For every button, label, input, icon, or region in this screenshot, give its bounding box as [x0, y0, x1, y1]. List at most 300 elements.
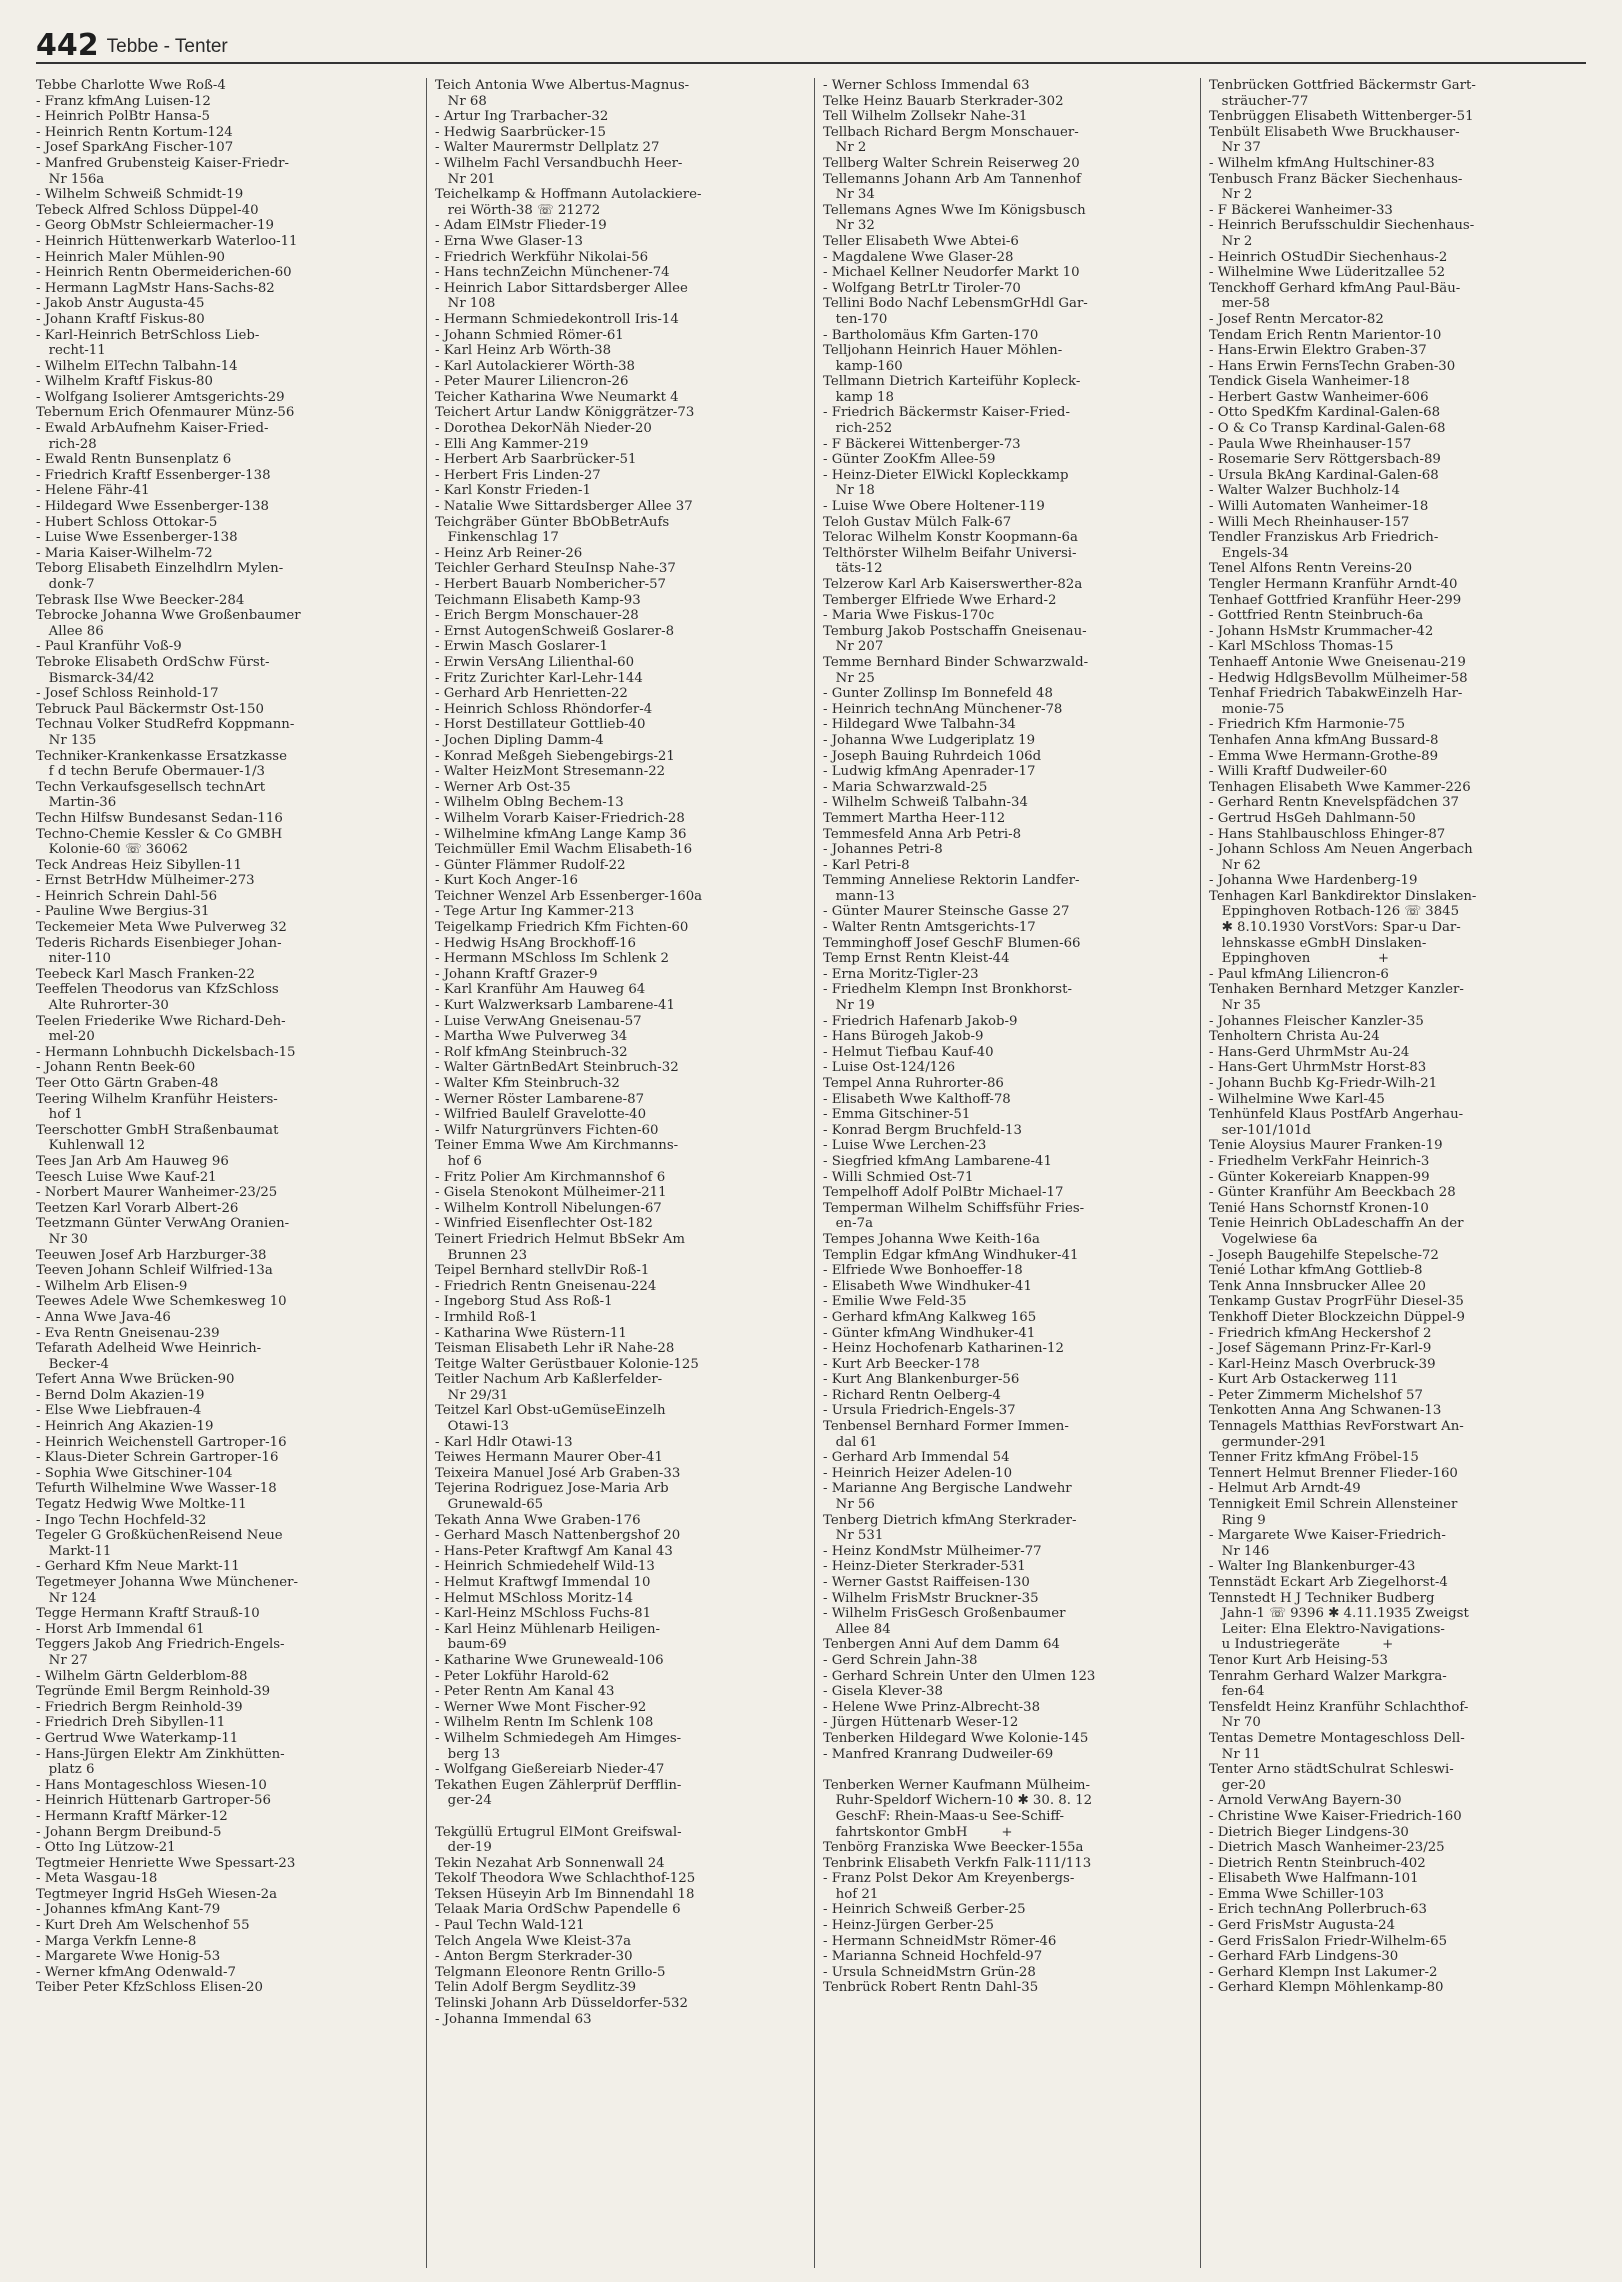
directory-entry: - Hermann Lohnbuchh Dickelsbach-15 [36, 1044, 296, 1060]
directory-entry: - Johanna Immendal 63 [435, 2011, 592, 2027]
directory-entry: - Kurt Dreh Am Welschenhof 55 [36, 1918, 250, 1934]
directory-entry: - Emma Gitschiner-51 [823, 1107, 971, 1123]
directory-entry: Teebeck Karl Masch Franken-22 [36, 966, 255, 982]
directory-entry: - Katharina Wwe Rüstern-11 [435, 1325, 627, 1341]
directory-entry: Nr 201 [435, 171, 496, 187]
directory-entry: - Maria Wwe Fiskus-170c [823, 608, 995, 624]
directory-entry: Bismarck-34/42 [36, 670, 155, 686]
directory-entry: - Willi Mech Rheinhauser-157 [1209, 514, 1410, 530]
directory-entry: Teichmüller Emil Wachm Elisabeth-16 [435, 842, 693, 858]
directory-entry: Temme Bernhard Binder Schwarzwald- [823, 654, 1089, 670]
directory-entry: - Günter Kokereiarb Knappen-99 [1209, 1169, 1430, 1185]
directory-entry: - Gerd FrisMstr Augusta-24 [1209, 1918, 1396, 1934]
directory-entry: hof 21 [823, 1886, 879, 1902]
directory-entry: - Gerhard Klempn Inst Lakumer-2 [1209, 1964, 1438, 1980]
directory-entry: Tellberg Walter Schrein Reiserweg 20 [823, 155, 1080, 171]
directory-entry: - Heinrich Schweiß Gerber-25 [823, 1902, 1026, 1918]
directory-entry: - Luise Wwe Lerchen-23 [823, 1138, 987, 1154]
directory-entry: - Peter Lokführ Harold-62 [435, 1668, 610, 1684]
directory-entry: Tenhünfeld Klaus PostfArb Angerhau- [1209, 1107, 1464, 1123]
directory-entry: Alte Ruhrorter-30 [36, 998, 169, 1014]
directory-entry: - Friedhelm VerkFahr Heinrich-3 [1209, 1153, 1430, 1169]
directory-entry: - Ingo Techn Hochfeld-32 [36, 1512, 207, 1528]
directory-entry: - Gunter Zollinsp Im Bonnefeld 48 [823, 686, 1053, 702]
directory-entry: - Walter GärtnBedArt Steinbruch-32 [435, 1060, 679, 1076]
directory-entry: Vogelwiese 6a [1209, 1231, 1318, 1247]
directory-entry: - Hedwig HsAng Brockhoff-16 [435, 935, 636, 951]
directory-entry: - Wilhelm FrisGesch Großenbaumer [823, 1606, 1066, 1622]
directory-entry: - Friedrich Dreh Sibyllen-11 [36, 1715, 226, 1731]
directory-entry: - Herbert Arb Saarbrücker-51 [435, 452, 637, 468]
directory-entry: - Dorothea DekorNäh Nieder-20 [435, 421, 652, 437]
directory-columns [36, 78, 1586, 2268]
directory-entry: - Pauline Wwe Bergius-31 [36, 904, 210, 920]
directory-entry: Technau Volker StudRefrd Koppmann- [36, 717, 295, 733]
directory-entry: - Johann HsMstr Krummacher-42 [1209, 623, 1434, 639]
directory-entry: - Heinrich Heizer Adelen-10 [823, 1465, 1013, 1481]
directory-entry: - Wilhelm Rentn Im Schlenk 108 [435, 1715, 654, 1731]
directory-entry: - Wilhelmine Wwe Lüderitzallee 52 [1209, 265, 1446, 281]
directory-entry: Tenhagen Karl Bankdirektor Dinslaken- [1209, 888, 1477, 904]
directory-entry: - Franz Polst Dekor Am Kreyenbergs- [823, 1871, 1075, 1887]
directory-entry: Telinski Johann Arb Düsseldorfer-532 [435, 1996, 688, 2012]
directory-entry: Templin Edgar kfmAng Windhuker-41 [823, 1247, 1079, 1263]
directory-entry: - Walter Maurermstr Dellplatz 27 [435, 140, 660, 156]
directory-entry: - Hans-Peter Kraftwgf Am Kanal 43 [435, 1543, 673, 1559]
directory-entry: Teisman Elisabeth Lehr iR Nahe-28 [435, 1341, 675, 1357]
directory-entry: Leiter: Elna Elektro-Navigations- [1209, 1621, 1445, 1637]
directory-entry: Teborg Elisabeth Einzelhdlrn Mylen- [36, 561, 284, 577]
directory-entry: Temburg Jakob Postschaffn Gneisenau- [823, 623, 1087, 639]
directory-entry: - F Bäckerei Wanheimer-33 [1209, 202, 1393, 218]
directory-entry: Tenié Lothar kfmAng Gottlieb-8 [1209, 1263, 1423, 1279]
directory-entry: - Gerd FrisSalon Friedr-Wilhelm-65 [1209, 1933, 1448, 1949]
directory-entry: - Gottfried Rentn Steinbruch-6a [1209, 608, 1424, 624]
directory-entry: - Walter Ing Blankenburger-43 [1209, 1559, 1416, 1575]
directory-entry: - Wilhelm Schweiß Schmidt-19 [36, 187, 244, 203]
directory-entry: Telke Heinz Bauarb Sterkrader-302 [823, 93, 1064, 109]
directory-entry: - Walter Rentn Amtsgerichts-17 [823, 920, 1036, 936]
directory-entry: Teering Wilhelm Kranführ Heisters- [36, 1091, 278, 1107]
directory-entry: - Werner Schloss Immendal 63 [823, 78, 1030, 93]
directory-entry: Nr 531 [823, 1528, 884, 1544]
directory-entry: - Erich Bergm Monschauer-28 [435, 608, 639, 624]
directory-entry: Nr 108 [435, 296, 496, 312]
directory-entry: Temmert Martha Heer-112 [823, 810, 1006, 826]
directory-entry: ten-170 [823, 311, 888, 327]
directory-entry: - Emilie Wwe Feld-35 [823, 1294, 967, 1310]
directory-entry: - Kurt Arb Beecker-178 [823, 1356, 980, 1372]
directory-entry: rich-28 [36, 436, 97, 452]
directory-entry: mer-58 [1209, 296, 1270, 312]
directory-entry: ser-101/101d [1209, 1122, 1311, 1138]
directory-entry: - Johannes kfmAng Kant-79 [36, 1902, 221, 1918]
directory-entry: - O & Co Transp Kardinal-Galen-68 [1209, 421, 1446, 437]
column-1 [36, 78, 408, 2268]
directory-entry: ✱ 8.10.1930 VorstVors: Spar-u Dar- [1209, 920, 1461, 936]
directory-entry: - Kurt Ang Blankenburger-56 [823, 1372, 1020, 1388]
directory-entry: Eppinghoven + [1209, 951, 1390, 967]
directory-entry: monie-75 [1209, 701, 1285, 717]
directory-entry: - Luise Ost-124/126 [823, 1060, 956, 1076]
directory-entry: - Karl-Heinrich BetrSchloss Lieb- [36, 327, 260, 343]
directory-entry: - Ursula SchneidMstrn Grün-28 [823, 1964, 1036, 1980]
directory-entry: - Konrad Meßgeh Siebengebirgs-21 [435, 748, 675, 764]
directory-entry: - Wolfgang Gießereiarb Nieder-47 [435, 1762, 665, 1778]
page-header [36, 26, 1586, 64]
directory-entry: - Maria Schwarzwald-25 [823, 779, 988, 795]
directory-entry: Teitler Nachum Arb Kaßlerfelder- [435, 1372, 663, 1388]
directory-entry: Nr 135 [36, 732, 97, 748]
directory-entry: Teksen Hüseyin Arb Im Binnendahl 18 [435, 1886, 695, 1902]
directory-entry: - Helmut Tiefbau Kauf-40 [823, 1044, 994, 1060]
directory-entry: - Richard Rentn Oelberg-4 [823, 1387, 1001, 1403]
directory-entry: - Hedwig HdlgsBevollm Mülheimer-58 [1209, 670, 1468, 686]
directory-entry: Nr 156a [36, 171, 105, 187]
directory-entry: - Paul kfmAng Liliencron-6 [1209, 966, 1389, 982]
directory-entry: - Elfriede Wwe Bonhoeffer-18 [823, 1263, 1023, 1279]
directory-entry: - Elli Ang Kammer-219 [435, 436, 589, 452]
directory-entry: - Karl Heinz Arb Wörth-38 [435, 343, 612, 359]
directory-entry: - Friedrich Kraftf Essenberger-138 [36, 467, 271, 483]
directory-entry: - Wilhelm Schweiß Talbahn-34 [823, 795, 1028, 811]
directory-entry: - Günter Maurer Steinsche Gasse 27 [823, 904, 1070, 920]
directory-entry: Nr 56 [823, 1497, 875, 1513]
directory-entry: Jahn-1 ☏ 9396 ✱ 4.11.1935 Zweigst [1209, 1606, 1469, 1622]
column-3 [814, 78, 1187, 2268]
directory-entry: - Helmut MSchloss Moritz-14 [435, 1590, 634, 1606]
directory-entry: Tebruck Paul Bäckermstr Ost-150 [36, 701, 264, 717]
directory-entry: kamp 18 [823, 389, 894, 405]
directory-entry: - Johann Rentn Beek-60 [36, 1060, 196, 1076]
directory-entry: - Artur Ing Trarbacher-32 [435, 109, 609, 125]
directory-entry: - Otto Ing Lützow-21 [36, 1840, 176, 1856]
directory-entry: Nr 2 [823, 140, 867, 156]
directory-entry: Tennstedt H J Techniker Budberg [1209, 1590, 1435, 1606]
directory-entry: - Gerhard Arb Immendal 54 [823, 1450, 1010, 1466]
directory-entry: Nr 27 [36, 1652, 88, 1668]
directory-entry: Engels-34 [1209, 545, 1289, 561]
page-number: 442 [36, 28, 99, 63]
directory-entry: Tenholtern Christa Au-24 [1209, 1029, 1380, 1045]
directory-entry: Tenbörg Franziska Wwe Beecker-155a [823, 1840, 1084, 1856]
directory-entry: - Willi Schmied Ost-71 [823, 1169, 974, 1185]
directory-entry: - Joseph Bauing Ruhrdeich 106d [823, 748, 1042, 764]
directory-entry: - Rolf kfmAng Steinbruch-32 [435, 1044, 628, 1060]
directory-entry: Nr 29/31 [435, 1387, 509, 1403]
directory-entry: Tenie Heinrich ObLadeschaffn An der [1209, 1216, 1464, 1232]
directory-entry: - Gisela Klever-38 [823, 1684, 943, 1700]
directory-entry: - Marga Verkfn Lenne-8 [36, 1933, 197, 1949]
directory-entry: - Ewald ArbAufnehm Kaiser-Fried- [36, 421, 269, 437]
directory-entry: Teller Elisabeth Wwe Abtei-6 [823, 233, 1019, 249]
directory-entry: Tebernum Erich Ofenmaurer Münz-56 [36, 405, 295, 421]
directory-entry: Tenhafen Anna kfmAng Bussard-8 [1209, 732, 1439, 748]
directory-entry: - Josef Rentn Mercator-82 [1209, 311, 1384, 327]
directory-entry: - Josef Schloss Reinhold-17 [36, 686, 219, 702]
directory-entry: Tempes Johanna Wwe Keith-16a [823, 1231, 1040, 1247]
directory-entry: - Elisabeth Wwe Windhuker-41 [823, 1278, 1032, 1294]
directory-entry: - Jochen Dipling Damm-4 [435, 732, 604, 748]
directory-entry: - Maria Kaiser-Wilhelm-72 [36, 545, 213, 561]
directory-entry: Teloh Gustav Mülch Falk-67 [823, 514, 1012, 530]
directory-entry: - Heinrich Schrein Dahl-56 [36, 888, 218, 904]
directory-entry: Teitzel Karl Obst-uGemüseEinzelh [435, 1403, 666, 1419]
directory-entry: - Hans Montageschloss Wiesen-10 [36, 1777, 267, 1793]
directory-entry: Tenel Alfons Rentn Vereins-20 [1209, 561, 1413, 577]
directory-entry: Tekin Nezahat Arb Sonnenwall 24 [435, 1855, 665, 1871]
directory-entry: - Heinrich Rentn Kortum-124 [36, 124, 233, 140]
directory-entry: Teipel Bernhard stellvDir Roß-1 [435, 1263, 650, 1279]
directory-entry: - Hedwig Saarbrücker-15 [435, 124, 606, 140]
directory-entry: - Kurt Arb Ostackerweg 111 [1209, 1372, 1399, 1388]
directory-entry: - Josef SparkAng Fischer-107 [36, 140, 234, 156]
directory-entry: Tebroke Elisabeth OrdSchw Fürst- [36, 654, 270, 670]
directory-entry: - Gerhard Kfm Neue Markt-11 [36, 1559, 240, 1575]
directory-entry: - Sophia Wwe Gitschiner-104 [36, 1465, 233, 1481]
directory-entry: - Klaus-Dieter Schrein Gartroper-16 [36, 1450, 279, 1466]
directory-entry: Teeffelen Theodorus van KfzSchloss [36, 982, 279, 998]
directory-entry: Teerschotter GmbH Straßenbaumat [36, 1122, 279, 1138]
directory-entry: - Martha Wwe Pulverweg 34 [435, 1029, 628, 1045]
directory-entry: - Bartholomäus Kfm Garten-170 [823, 327, 1039, 343]
directory-entry: ger-24 [435, 1793, 492, 1809]
directory-entry: - Wilhelm kfmAng Hultschiner-83 [1209, 155, 1435, 171]
directory-entry: Tenhaf Friedrich TabakwEinzelh Har- [1209, 686, 1463, 702]
directory-entry: - Gerhard Schrein Unter den Ulmen 123 [823, 1668, 1096, 1684]
directory-entry: - Adam ElMstr Flieder-19 [435, 218, 607, 234]
directory-entry: Tefarath Adelheid Wwe Heinrich- [36, 1341, 262, 1357]
directory-entry: Telorac Wilhelm Konstr Koopmann-6a [823, 530, 1078, 546]
directory-entry: Teichelkamp & Hoffmann Autolackiere- [435, 187, 702, 203]
directory-entry: - Manfred Grubensteig Kaiser-Friedr- [36, 155, 289, 171]
directory-entry: Otawi-13 [435, 1419, 509, 1435]
directory-entry: - Heinrich PolBtr Hansa-5 [36, 109, 211, 125]
directory-entry: Teicher Katharina Wwe Neumarkt 4 [435, 389, 679, 405]
directory-entry: - Werner kfmAng Odenwald-7 [36, 1964, 236, 1980]
directory-entry: Tempelhoff Adolf PolBtr Michael-17 [823, 1185, 1064, 1201]
directory-entry: - Georg ObMstr Schleiermacher-19 [36, 218, 274, 234]
directory-entry: donk-7 [36, 577, 95, 592]
directory-entry: rei Wörth-38 ☏ 21272 [435, 202, 601, 218]
directory-entry: - Peter Zimmerm Michelshof 57 [1209, 1387, 1423, 1403]
directory-entry: Tegtmeier Henriette Wwe Spessart-23 [36, 1855, 296, 1871]
directory-entry: Telzerow Karl Arb Kaiserswerther-82a [823, 577, 1083, 592]
directory-entry: niter-110 [36, 951, 111, 967]
directory-entry: - Werner Gastst Raiffeisen-130 [823, 1575, 1030, 1590]
directory-entry: Nr 25 [823, 670, 875, 686]
directory-entry: - Elisabeth Wwe Kalthoff-78 [823, 1091, 1011, 1107]
directory-entry: Teitge Walter Gerüstbauer Kolonie-125 [435, 1356, 699, 1372]
directory-entry: lehnskasse eGmbH Dinslaken- [1209, 935, 1427, 951]
directory-entry: Kuhlenwall 12 [36, 1138, 146, 1154]
directory-entry: Teiner Emma Wwe Am Kirchmanns- [435, 1138, 679, 1154]
running-head: Tebbe - Tenter [106, 36, 228, 57]
directory-entry: Temberger Elfriede Wwe Erhard-2 [823, 592, 1057, 608]
directory-entry: - Hans-Gert UhrmMstr Horst-83 [1209, 1060, 1427, 1076]
directory-entry: Tekgüllü Ertugrul ElMont Greifswal- [435, 1824, 682, 1840]
directory-entry: Tenbergen Anni Auf dem Damm 64 [823, 1637, 1060, 1653]
directory-entry: Tensfeldt Heinz Kranführ Schlachthof- [1209, 1699, 1469, 1715]
directory-entry: Tenberken Werner Kaufmann Mülheim- [823, 1777, 1091, 1793]
directory-entry: - Willi Automaten Wanheimer-18 [1209, 499, 1429, 515]
directory-entry: Tenk Anna Innsbrucker Allee 20 [1209, 1278, 1427, 1294]
directory-entry: - Friedrich Werkführ Nikolai-56 [435, 249, 649, 265]
directory-entry: Tees Jan Arb Am Hauweg 96 [36, 1153, 229, 1169]
directory-entry: germunder-291 [1209, 1434, 1327, 1450]
directory-entry: - Dietrich Masch Wanheimer-23/25 [1209, 1840, 1445, 1856]
directory-entry: - Manfred Kranrang Dudweiler-69 [823, 1746, 1054, 1762]
directory-entry: Tenié Hans Schornstf Kronen-10 [1209, 1200, 1429, 1216]
directory-entry: Teewes Adele Wwe Schemkesweg 10 [36, 1294, 287, 1310]
directory-entry: - Heinrich OStudDir Siechenhaus-2 [1209, 249, 1448, 265]
directory-entry [435, 1809, 799, 1825]
directory-entry: - Gertrud Wwe Waterkamp-11 [36, 1730, 239, 1746]
directory-entry: Tenrahm Gerhard Walzer Markgra- [1209, 1668, 1447, 1684]
directory-entry: - Karl Kranführ Am Hauweg 64 [435, 982, 646, 998]
directory-entry: Tendick Gisela Wanheimer-18 [1209, 374, 1410, 390]
directory-entry: Tederis Richards Eisenbieger Johan- [36, 935, 282, 951]
directory-entry: - Heinrich Labor Sittardsberger Allee [435, 280, 688, 296]
directory-entry: - Heinrich Schmiedehelf Wild-13 [435, 1559, 655, 1575]
directory-entry: Tekathen Eugen Zählerprüf Derfflin- [435, 1777, 682, 1793]
directory-entry: - Friedrich Hafenarb Jakob-9 [823, 1013, 1018, 1029]
directory-entry: Nr 37 [1209, 140, 1261, 156]
directory-entry: - Gertrud HsGeh Dahlmann-50 [1209, 810, 1416, 826]
directory-entry: - Irmhild Roß-1 [435, 1309, 538, 1325]
directory-entry: - Heinrich Ang Akazien-19 [36, 1419, 214, 1435]
directory-entry: Tenbrück Robert Rentn Dahl-35 [823, 1980, 1039, 1996]
directory-entry: - Heinrich Hüttenwerkarb Waterloo-11 [36, 233, 298, 249]
directory-entry: - Johann Kraftf Grazer-9 [435, 966, 598, 982]
directory-entry: sträucher-77 [1209, 93, 1309, 109]
directory-entry: - Hermann MSchloss Im Schlenk 2 [435, 951, 669, 967]
directory-entry: Nr 68 [435, 93, 487, 109]
directory-entry: - Franz kfmAng Luisen-12 [36, 93, 211, 109]
directory-entry: fen-64 [1209, 1684, 1265, 1700]
directory-entry: - Hildegard Wwe Talbahn-34 [823, 717, 1016, 733]
directory-entry: - Horst Destillateur Gottlieb-40 [435, 717, 646, 733]
directory-entry: Becker-4 [36, 1356, 110, 1372]
directory-entry: Teinert Friedrich Helmut BbSekr Am [435, 1231, 685, 1247]
directory-entry: - Wilhelm Fachl Versandbuchh Heer- [435, 155, 683, 171]
directory-entry: mel-20 [36, 1029, 95, 1045]
directory-entry: - Peter Rentn Am Kanal 43 [435, 1684, 615, 1700]
directory-entry: Teetzmann Günter VerwAng Oranien- [36, 1216, 290, 1232]
directory-entry: - Emma Wwe Hermann-Grothe-89 [1209, 748, 1439, 764]
directory-entry: Grunewald-65 [435, 1497, 544, 1513]
directory-entry: Teeuwen Josef Arb Harzburger-38 [36, 1247, 267, 1263]
directory-entry: - Marianne Ang Bergische Landwehr [823, 1481, 1072, 1497]
directory-entry: - Hans-Erwin Elektro Graben-37 [1209, 343, 1427, 359]
directory-entry: - Hubert Schloss Ottokar-5 [36, 514, 218, 530]
directory-entry: - Heinz Hochofenarb Katharinen-12 [823, 1341, 1064, 1357]
directory-entry: - Johann Schmied Römer-61 [435, 327, 624, 343]
directory-entry: - Wilhelm Kontroll Nibelungen-67 [435, 1200, 662, 1216]
directory-entry: Tegründe Emil Bergm Reinhold-39 [36, 1684, 271, 1700]
directory-entry: - Bernd Dolm Akazien-19 [36, 1387, 205, 1403]
directory-entry: Tenbensel Bernhard Former Immen- [823, 1419, 1069, 1435]
directory-entry: - Ernst AutogenSchweiß Goslarer-8 [435, 623, 675, 639]
directory-entry: - Arnold VerwAng Bayern-30 [1209, 1793, 1402, 1809]
directory-entry: - Emma Wwe Schiller-103 [1209, 1886, 1384, 1902]
directory-entry: - Wolfgang BetrLtr Tiroler-70 [823, 280, 1021, 296]
directory-entry: Tenhaef Gottfried Kranführ Heer-299 [1209, 592, 1462, 608]
directory-entry: - Wilhelm Gärtn Gelderblom-88 [36, 1668, 248, 1684]
directory-entry: - Karl Petri-8 [823, 857, 910, 873]
directory-entry: Nr 146 [1209, 1543, 1270, 1559]
directory-entry: - Tege Artur Ing Kammer-213 [435, 904, 635, 920]
directory-entry: Ring 9 [1209, 1512, 1266, 1528]
directory-entry: - Wilhelm Arb Elisen-9 [36, 1278, 188, 1294]
directory-entry: hof 6 [435, 1153, 482, 1169]
directory-entry: Telaak Maria OrdSchw Papendelle 6 [435, 1902, 681, 1918]
directory-entry: - Karl-Heinz MSchloss Fuchs-81 [435, 1606, 652, 1622]
directory-entry: - Heinz-Jürgen Gerber-25 [823, 1918, 994, 1934]
directory-entry: - Norbert Maurer Wanheimer-23/25 [36, 1185, 278, 1201]
directory-entry: Tellemans Agnes Wwe Im Königsbusch [823, 202, 1086, 218]
directory-entry: - Wilhelm ElTechn Talbahn-14 [36, 358, 238, 374]
directory-entry: - Wilhelm Schmiedegeh Am Himges- [435, 1730, 682, 1746]
directory-entry: Tendam Erich Rentn Marientor-10 [1209, 327, 1442, 343]
directory-entry: Tennert Helmut Brenner Flieder-160 [1209, 1465, 1458, 1481]
directory-entry: Tenckhoff Gerhard kfmAng Paul-Bäu- [1209, 280, 1461, 296]
directory-entry: - Karl Heinz Mühlenarb Heiligen- [435, 1621, 661, 1637]
directory-entry: Tegtmeyer Ingrid HsGeh Wiesen-2a [36, 1886, 278, 1902]
directory-entry: Nr 70 [1209, 1715, 1261, 1731]
directory-entry [823, 1762, 1187, 1778]
directory-entry: - Wolfgang Isolierer Amtsgerichts-29 [36, 389, 285, 405]
directory-entry: - Hans-Jürgen Elektr Am Zinkhütten- [36, 1746, 285, 1762]
directory-entry: Telljohann Heinrich Hauer Möhlen- [823, 343, 1063, 359]
directory-entry: - Johannes Petri-8 [823, 842, 943, 858]
directory-entry: - Paul Kranführ Voß-9 [36, 639, 182, 655]
directory-entry: - Karl MSchloss Thomas-15 [1209, 639, 1394, 655]
directory-entry: - Jürgen Hüttenarb Weser-12 [823, 1715, 1019, 1731]
directory-entry: - Hermann Schmiedekontroll Iris-14 [435, 311, 679, 327]
directory-entry: u Industriegeräte + [1209, 1637, 1394, 1653]
directory-entry: - Anna Wwe Java-46 [36, 1309, 171, 1325]
directory-entry: Brunnen 23 [435, 1247, 528, 1263]
column-4 [1200, 78, 1587, 2268]
directory-entry: Tegetmeyer Johanna Wwe Münchener- [36, 1575, 299, 1590]
directory-entry: Allee 86 [36, 623, 104, 639]
directory-entry: Nr 19 [823, 998, 875, 1014]
directory-entry: - Friedrich Kfm Harmonie-75 [1209, 717, 1406, 733]
directory-entry: - Wilfried Baulelf Gravelotte-40 [435, 1107, 647, 1123]
directory-entry: - Marianna Schneid Hochfeld-97 [823, 1949, 1043, 1965]
directory-entry: - Siegfried kfmAng Lambarene-41 [823, 1153, 1052, 1169]
directory-entry: - Erna Moritz-Tigler-23 [823, 966, 979, 982]
directory-entry: rich-252 [823, 421, 893, 437]
directory-entry: Tekath Anna Wwe Graben-176 [435, 1512, 641, 1528]
directory-entry: - Hermann LagMstr Hans-Sachs-82 [36, 280, 275, 296]
directory-entry: - Hermann SchneidMstr Römer-46 [823, 1933, 1057, 1949]
directory-entry: - Walter Walzer Buchholz-14 [1209, 483, 1400, 499]
directory-entry: - Walter Kfm Steinbruch-32 [435, 1076, 620, 1091]
directory-entry: - Peter Maurer Liliencron-26 [435, 374, 629, 390]
directory-entry: Tejerina Rodriguez Jose-Maria Arb [435, 1481, 669, 1497]
directory-entry: Tenkhoff Dieter Blockzeichn Düppel-9 [1209, 1309, 1465, 1325]
directory-entry: Tenbrüggen Elisabeth Wittenberger-51 [1209, 109, 1474, 125]
directory-entry: Temmesfeld Anna Arb Petri-8 [823, 826, 1022, 842]
directory-entry: Teigelkamp Friedrich Kfm Fichten-60 [435, 920, 689, 936]
directory-entry: - Johann Kraftf Fiskus-80 [36, 311, 205, 327]
directory-entry: - F Bäckerei Wittenberger-73 [823, 436, 1021, 452]
directory-entry: - Winfried Eisenflechter Ost-182 [435, 1216, 653, 1232]
directory-entry: Temp Ernst Rentn Kleist-44 [823, 951, 1010, 967]
directory-entry: Tenberken Hildegard Wwe Kolonie-145 [823, 1730, 1089, 1746]
